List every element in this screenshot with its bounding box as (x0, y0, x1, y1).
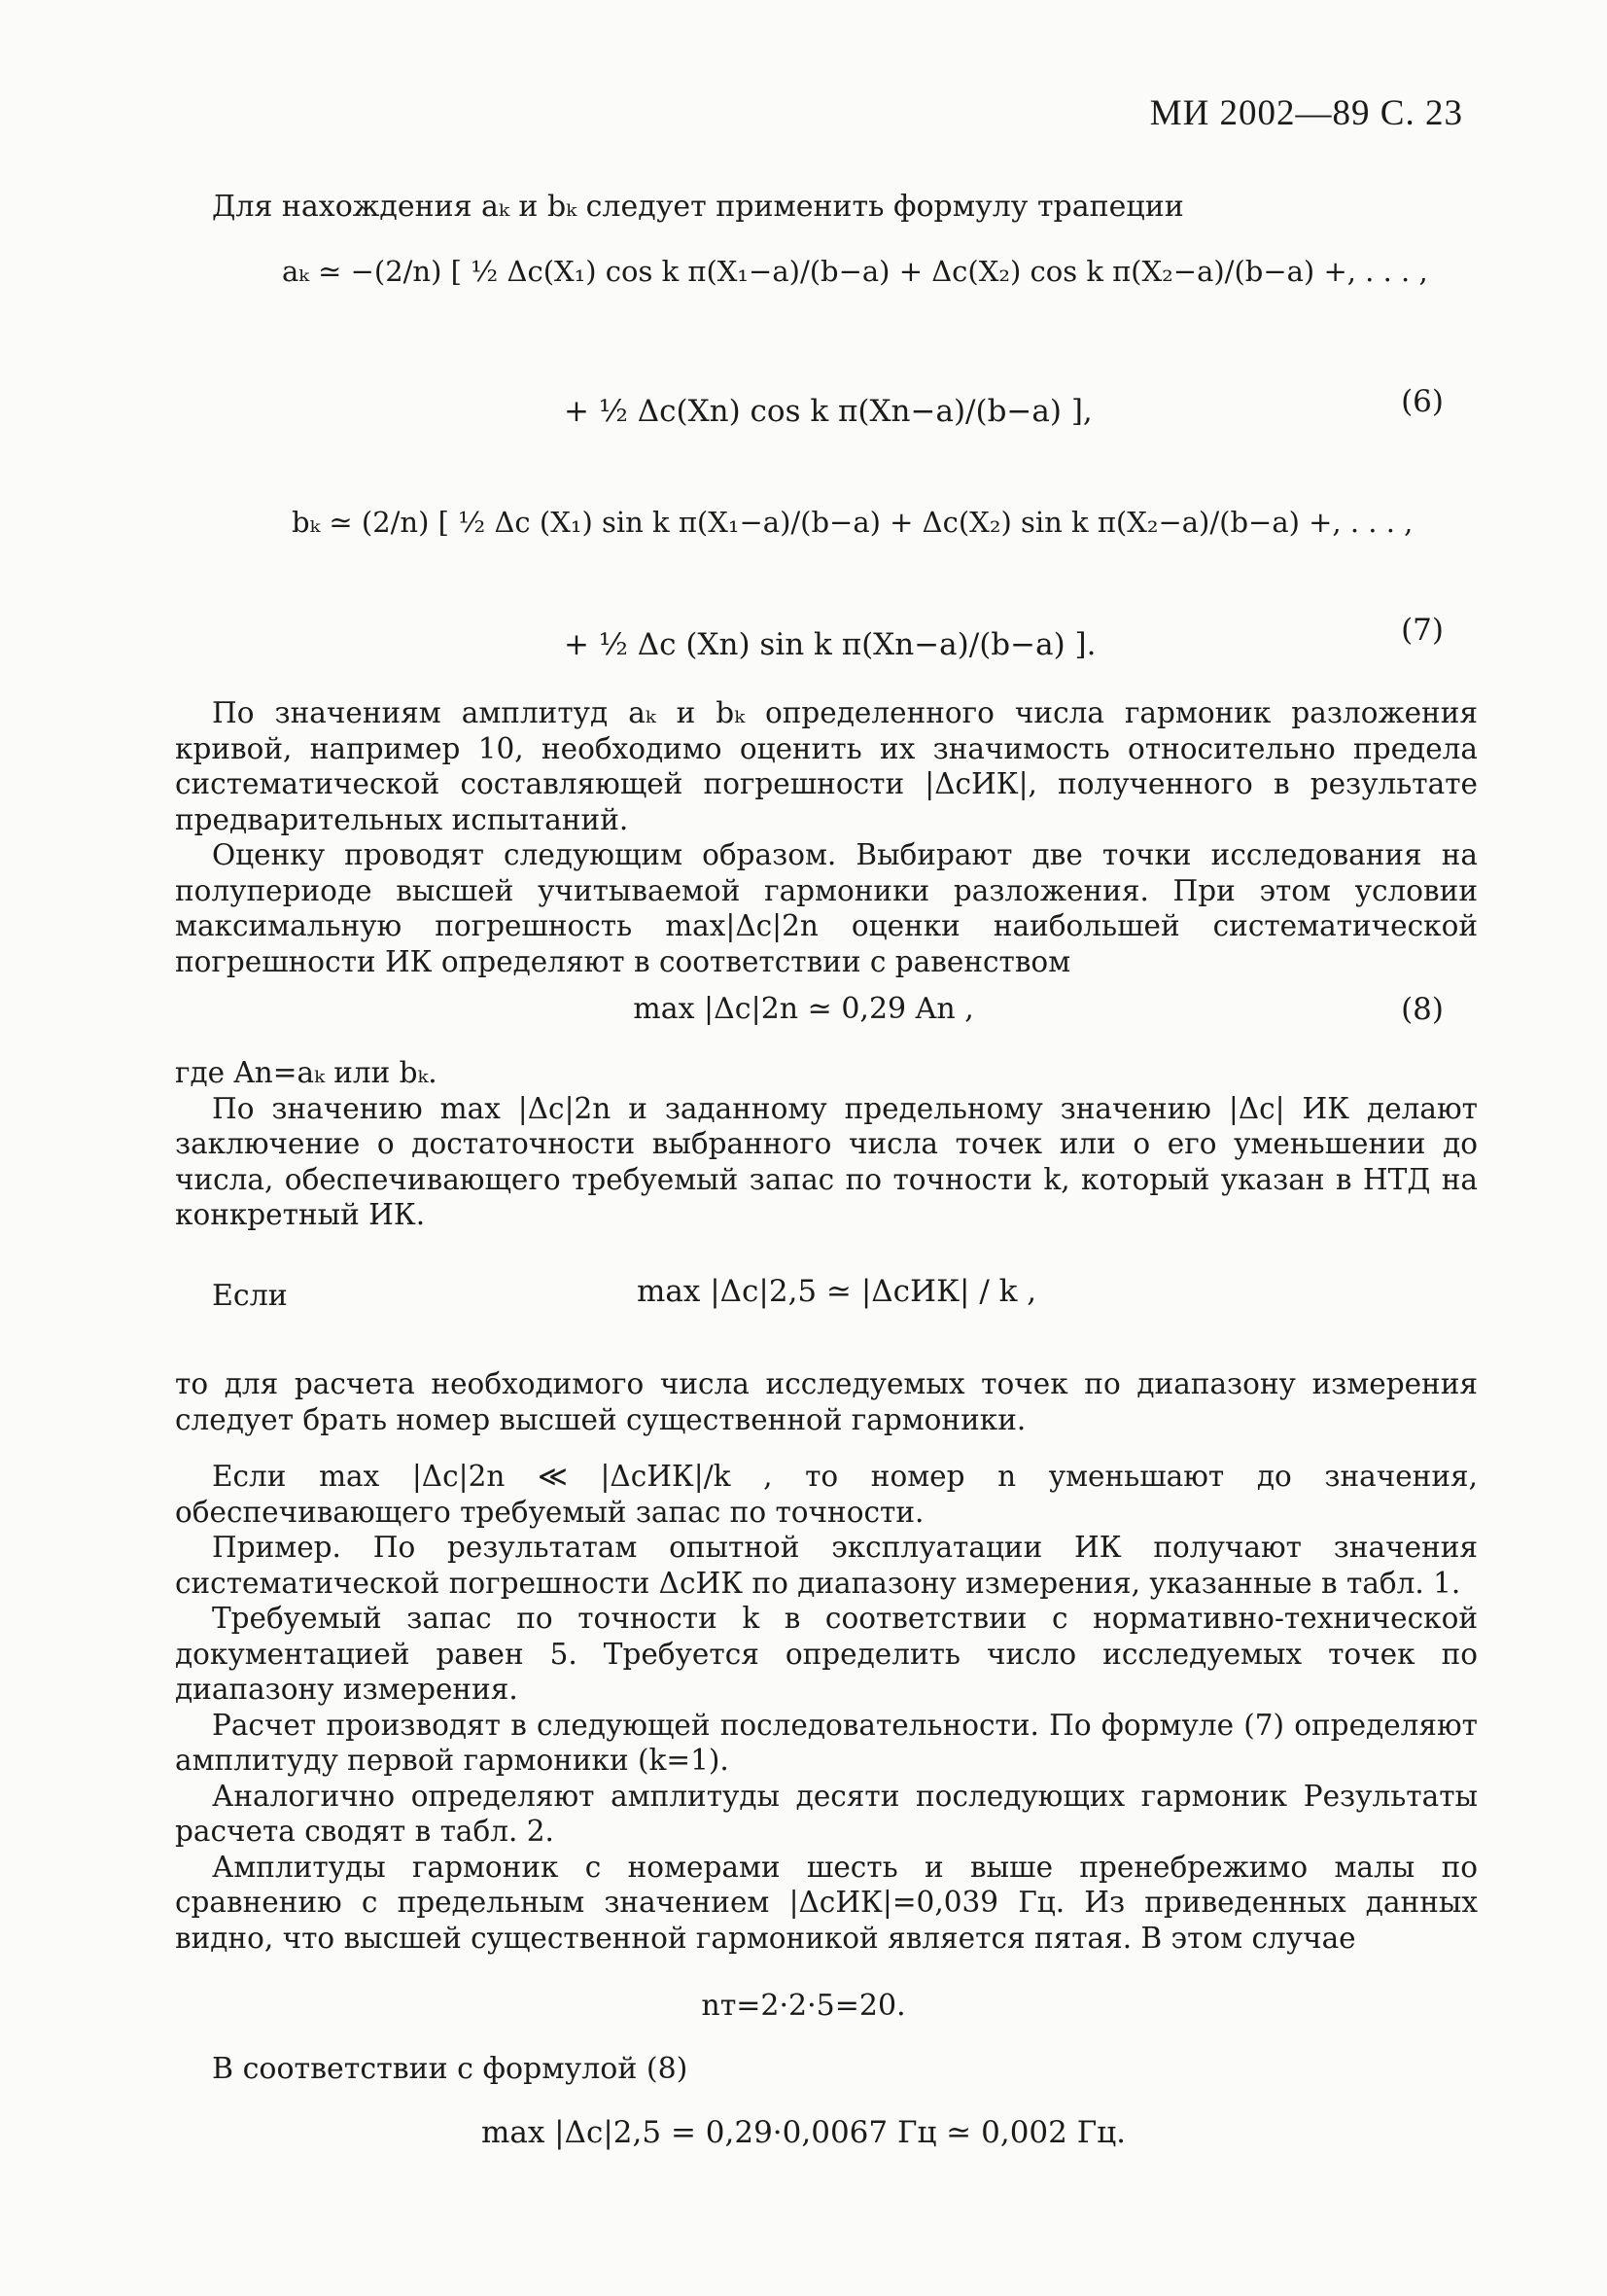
paragraph-required-margin: Требуемый запас по точности k в соответствии с нормативно-технической документацией равен 5. Требуется определить число исследуемых точек по диапазону измерения. (175, 1602, 1478, 1706)
paragraph-example: Пример. По результатам опытной эксплуатации ИК получают значения систематической погрешности ΔcИК по диапазону измерения, указанные в табл. 1. (175, 1531, 1478, 1600)
paragraph-calculation: Расчет производят в следующей последовательности. По формуле (7) определяют амплитуду первой гармоники (k=1). (175, 1708, 1478, 1777)
paragraph-estimation: Оценку проводят следующим образом. Выбирают две точки исследования на полупериоде высшей учитываемой гармоники разложения. При этом условии максимальную погрешность max|Δc|2n оценки наибольшей систематической погрешности ИК определяют в соответствии с равенством (175, 838, 1478, 978)
paragraph-if-less: Если max |Δc|2n ≪ |ΔcИК|/k , то номер n уменьшают до значения, обеспечивающего требуемый запас по точности. (175, 1460, 1478, 1529)
formula-6-line2: + ½ Δc(Xn) cos k π(Xn−a)/(b−a) ], (564, 394, 1093, 429)
page-header: МИ 2002—89 С. 23 (1149, 93, 1463, 133)
paragraph-then: то для расчета необходимого числа исследуемых точек по диапазону измерения следует брать номер высшей существенной гармоники. (175, 1367, 1478, 1436)
paragraph-block-1 (175, 695, 1478, 979)
formula-8: max |Δc|2n ≃ 0,29 An , (633, 992, 974, 1026)
formula-6-line1: aₖ ≃ −(2/n) [ ½ Δc(X₁) cos k π(X₁−a)/(b−a) + Δc(X₂) cos k π(X₂−a)/(b−a) +, . . . , (282, 255, 1428, 288)
formula-7-line2: + ½ Δc (Xn) sin k π(Xn−a)/(b−a) ]. (564, 627, 1097, 662)
formula-8-number: (8) (1401, 992, 1444, 1027)
formula-7-line1: bₖ ≃ (2/n) [ ½ Δc (X₁) sin k π(X₁−a)/(b−a) + Δc(X₂) sin k π(X₂−a)/(b−a) +, . . . , (292, 506, 1414, 539)
paragraph-amplitudes: По значениям амплитуд aₖ и bₖ определенного числа гармоник разложения кривой, например 10, необходимо оценить их значимость относительно предела систематической составляющей погрешности |ΔcИК|, полученного в результате предварительных испытаний. (175, 696, 1478, 836)
final-formula: max |Δc|2,5 = 0,29·0,0067 Гц ≃ 0,002 Гц. (480, 2115, 1127, 2150)
formula-7-number: (7) (1401, 613, 1444, 648)
paragraph-conclusion: По значению max |Δc|2n и заданному предельному значению |Δc| ИК делают заключение о достаточности выбранного числа точек или о его уменьшении до числа, обеспечивающего требуемый запас по точности k, который указан в НТД на конкретный ИК. (175, 1091, 1478, 1231)
formula-6-number: (6) (1401, 384, 1444, 419)
paragraph-analogous: Аналогично определяют амплитуды десяти последующих гармоник Результаты расчета сводят в табл. 2. (175, 1779, 1478, 1848)
formula-8-reference: В соответствии с формулой (8) (212, 2052, 688, 2086)
formula-nt: nт=2·2·5=20. (701, 1989, 906, 2023)
paragraph-harmonics: Амплитуды гармоник с номерами шесть и выше пренебрежимо малы по сравнению с предельным значением |ΔcИК|=0,039 Гц. Из приведенных данных видно, что высшей существенной гармоникой является пятая. В этом случае (175, 1850, 1478, 1955)
intro-line: Для нахождения aₖ и bₖ следует применить формулу трапеции (212, 190, 1184, 224)
if-formula: max |Δc|2,5 ≃ |ΔcИК| / k , (637, 1274, 1037, 1309)
paragraph-where: где An=aₖ или bₖ. (175, 1056, 437, 1089)
paragraph-block-3 (175, 1366, 1478, 1956)
if-label: Если (212, 1279, 288, 1313)
paragraph-block-2 (175, 1055, 1478, 1233)
